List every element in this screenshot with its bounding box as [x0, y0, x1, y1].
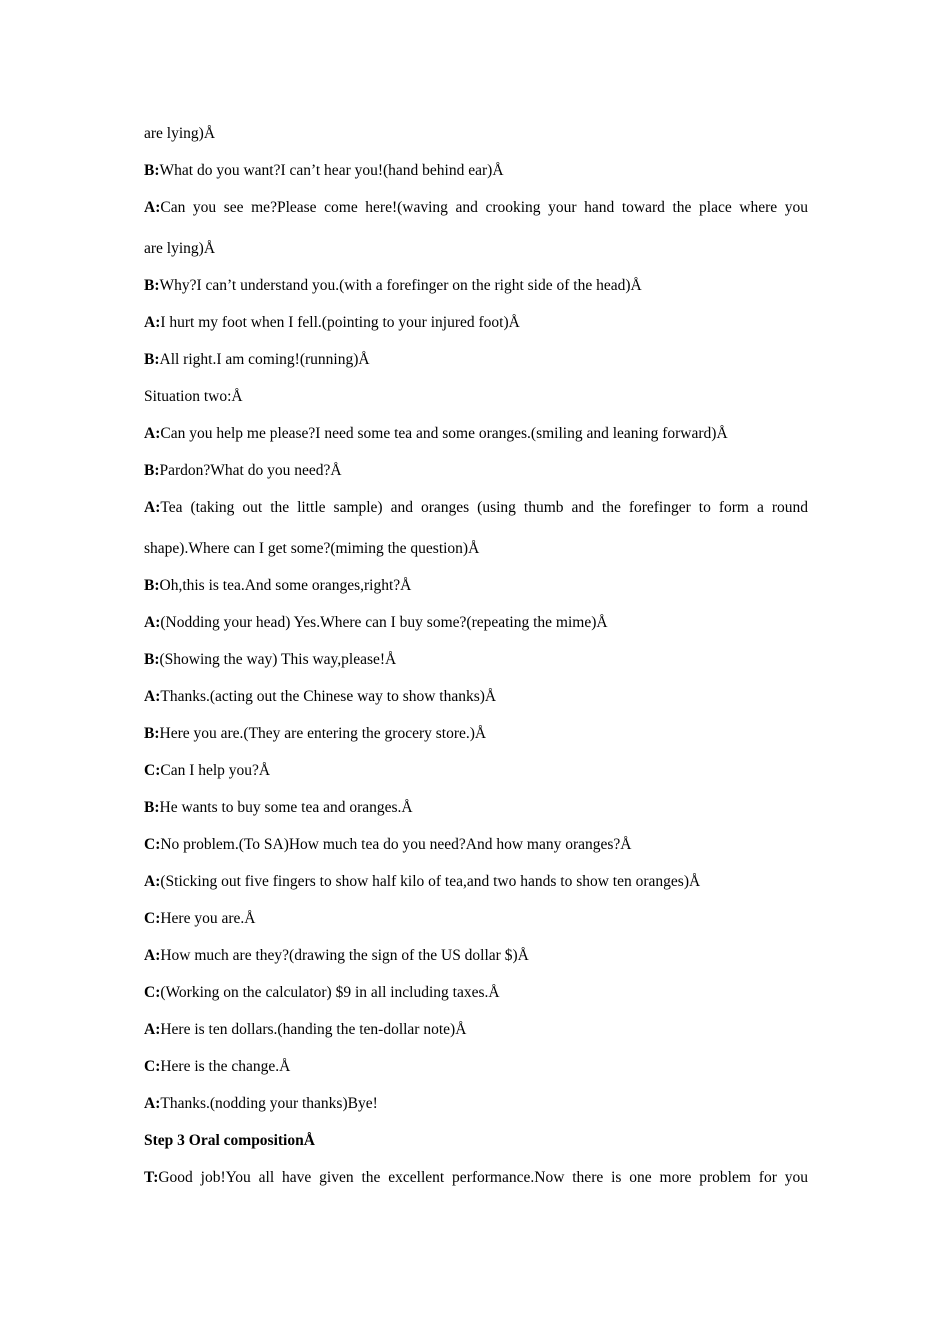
- dialogue-line: [144, 724, 808, 744]
- speaker-label: B:: [144, 725, 160, 742]
- dialogue-line: [144, 946, 808, 966]
- line-text: shape).Where can I get some?(miming the question)Å: [144, 540, 480, 557]
- speaker-label: B:: [144, 162, 160, 179]
- speaker-label: B:: [144, 577, 160, 594]
- line-text: Thanks.(acting out the Chinese way to show thanks)Å: [160, 688, 497, 705]
- dialogue-line: [144, 539, 808, 559]
- dialogue-line: [144, 576, 808, 596]
- speaker-label: C:: [144, 910, 161, 927]
- dialogue-line: [144, 798, 808, 818]
- line-text: Here you are.Å: [160, 910, 256, 927]
- speaker-label: A:: [144, 1095, 161, 1112]
- line-text: He wants to buy some tea and oranges.Å: [159, 799, 413, 816]
- speaker-label: C:: [144, 984, 161, 1001]
- line-text: Thanks.(nodding your thanks)Bye!: [160, 1095, 378, 1112]
- dialogue-line: [144, 1020, 808, 1040]
- speaker-label: A:: [144, 499, 161, 516]
- dialogue-line: [144, 872, 808, 892]
- line-text: (Working on the calculator) $9 in all including taxes.Å: [160, 984, 500, 1001]
- speaker-label: C:: [144, 836, 161, 853]
- line-text: Here you are.(They are entering the grocery store.)Å: [159, 725, 487, 742]
- line-text: Situation two:Å: [144, 388, 243, 405]
- dialogue-line: [144, 1094, 808, 1114]
- line-text: (Showing the way) This way,please!Å: [159, 651, 397, 668]
- speaker-label: A:: [144, 1021, 161, 1038]
- line-text: Here is the change.Å: [160, 1058, 291, 1075]
- document-page: [144, 124, 808, 1209]
- dialogue-line: [144, 613, 808, 633]
- speaker-label: B:: [144, 799, 160, 816]
- speaker-label: A:: [144, 425, 161, 442]
- line-text: Pardon?What do you need?Å: [159, 462, 342, 479]
- speaker-label: C:: [144, 1058, 161, 1075]
- step-heading: [144, 1131, 808, 1151]
- dialogue-line: [144, 313, 808, 333]
- dialogue-line: [144, 350, 808, 370]
- line-text: All right.I am coming!(running)Å: [159, 351, 370, 368]
- speaker-label: B:: [144, 651, 160, 668]
- speaker-label: A:: [144, 199, 161, 216]
- dialogue-line: [144, 1057, 808, 1077]
- speaker-label: A:: [144, 873, 161, 890]
- speaker-label: A:: [144, 314, 161, 331]
- speaker-label: T:: [144, 1169, 159, 1186]
- line-text: What do you want?I can’t hear you!(hand behind ear)Å: [159, 162, 504, 179]
- line-text: are lying)Å: [144, 125, 216, 142]
- dialogue-line: [144, 161, 808, 181]
- line-text: (Sticking out five fingers to show half kilo of tea,and two hands to show ten oranges)Å: [160, 873, 701, 890]
- speaker-label: A:: [144, 688, 161, 705]
- dialogue-line: [144, 424, 808, 444]
- line-text: Can I help you?Å: [160, 762, 271, 779]
- line-text: Tea (taking out the little sample) and oranges (using thumb and the forefinger to form a round: [160, 499, 808, 516]
- line-text: (Nodding your head) Yes.Where can I buy some?(repeating the mime)Å: [160, 614, 608, 631]
- dialogue-line: [144, 983, 808, 1003]
- line-text: No problem.(To SA)How much tea do you need?And how many oranges?Å: [160, 836, 632, 853]
- line-text: Here is ten dollars.(handing the ten-dollar note)Å: [160, 1021, 467, 1038]
- dialogue-line: [144, 687, 808, 707]
- speaker-label: A:: [144, 614, 161, 631]
- speaker-label: B:: [144, 351, 160, 368]
- line-text: How much are they?(drawing the sign of the US dollar $)Å: [160, 947, 529, 964]
- dialogue-line: [144, 198, 808, 218]
- dialogue-line: [144, 909, 808, 929]
- dialogue-line: [144, 124, 808, 144]
- line-text: Step 3 Oral compositionÅ: [144, 1132, 315, 1149]
- dialogue-line: [144, 835, 808, 855]
- dialogue-line: [144, 239, 808, 259]
- line-text: Good job!You all have given the excellent performance.Now there is one more problem for you: [158, 1169, 808, 1186]
- dialogue-line: [144, 761, 808, 781]
- speaker-label: B:: [144, 462, 160, 479]
- line-text: Can you help me please?I need some tea and some oranges.(smiling and leaning forward)Å: [160, 425, 728, 442]
- speaker-label: A:: [144, 947, 161, 964]
- line-text: are lying)Å: [144, 240, 216, 257]
- line-text: Can you see me?Please come here!(waving and crooking your hand toward the place where you: [160, 199, 808, 216]
- dialogue-line: [144, 650, 808, 670]
- section-label: [144, 387, 808, 407]
- speaker-label: C:: [144, 762, 161, 779]
- line-text: Why?I can’t understand you.(with a forefinger on the right side of the head)Å: [159, 277, 642, 294]
- dialogue-line: [144, 461, 808, 481]
- dialogue-line: [144, 498, 808, 518]
- dialogue-line: [144, 276, 808, 296]
- line-text: Oh,this is tea.And some oranges,right?Å: [159, 577, 412, 594]
- speaker-label: B:: [144, 277, 160, 294]
- dialogue-line: [144, 1168, 808, 1188]
- line-text: I hurt my foot when I fell.(pointing to your injured foot)Å: [160, 314, 520, 331]
